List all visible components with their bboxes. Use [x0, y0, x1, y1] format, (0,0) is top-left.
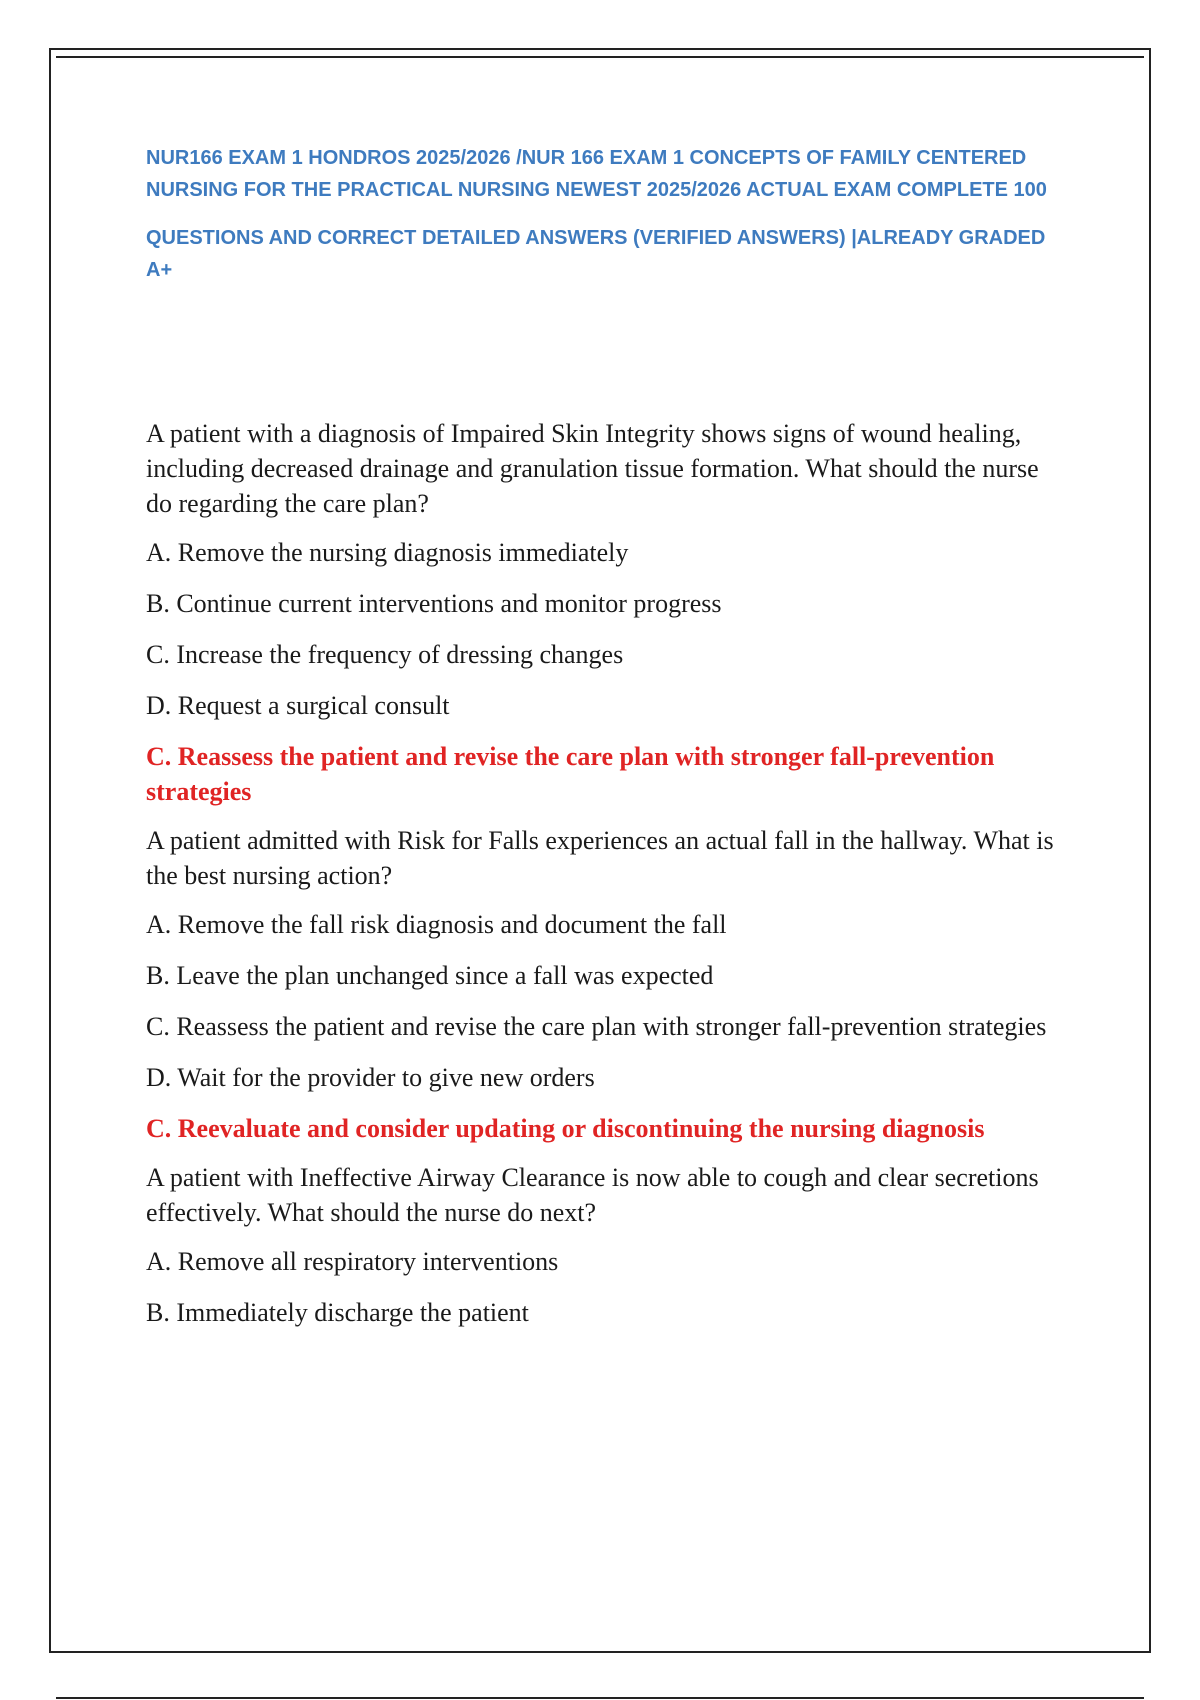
question-1-option-d: D. Request a surgical consult — [146, 691, 450, 720]
question-2-option-b: B. Leave the plan unchanged since a fall was expected — [146, 961, 714, 990]
question-3-option-a: A. Remove all respiratory interventions — [146, 1247, 559, 1276]
document-subtitle: QUESTIONS AND CORRECT DETAILED ANSWERS (VERIFIED ANSWERS) |ALREADY GRADED A+ — [146, 227, 1046, 281]
question-1-answer: C. Reassess the patient and revise the care plan with stronger fall-prevention strategies — [146, 742, 995, 806]
question-2-text: A patient admitted with Risk for Falls experiences an actual fall in the hallway. What is the best nursing action? — [146, 826, 1054, 890]
question-3-option-b: B. Immediately discharge the patient — [146, 1298, 529, 1327]
question-2-option-c: C. Reassess the patient and revise the care plan with stronger fall-prevention strategies — [146, 1012, 1047, 1041]
top-rule — [56, 56, 1144, 58]
question-2-answer: C. Reevaluate and consider updating or discontinuing the nursing diagnosis — [146, 1114, 985, 1143]
question-3-text: A patient with Ineffective Airway Clearance is now able to cough and clear secretions effectively. What should the nurse do next? — [146, 1163, 1039, 1227]
bottom-rule — [56, 1697, 1144, 1699]
question-1-option-a: A. Remove the nursing diagnosis immediately — [146, 538, 629, 567]
question-2-option-d: D. Wait for the provider to give new orders — [146, 1063, 595, 1092]
document-title: NUR166 EXAM 1 HONDROS 2025/2026 /NUR 166 EXAM 1 CONCEPTS OF FAMILY CENTERED NURSING FOR THE PRACTICAL NURSING NEWEST 2025/2026 ACTUAL EXAM COMPLETE 100 — [146, 147, 1047, 201]
question-2-option-a: A. Remove the fall risk diagnosis and document the fall — [146, 910, 727, 939]
question-1-option-b: B. Continue current interventions and monitor progress — [146, 589, 722, 618]
document-body — [146, 142, 1066, 1346]
question-1-text: A patient with a diagnosis of Impaired Skin Integrity shows signs of wound healing, including decreased drainage and granulation tissue formation. What should the nurse do regarding the care plan? — [146, 419, 1039, 518]
question-1-option-c: C. Increase the frequency of dressing changes — [146, 640, 624, 669]
